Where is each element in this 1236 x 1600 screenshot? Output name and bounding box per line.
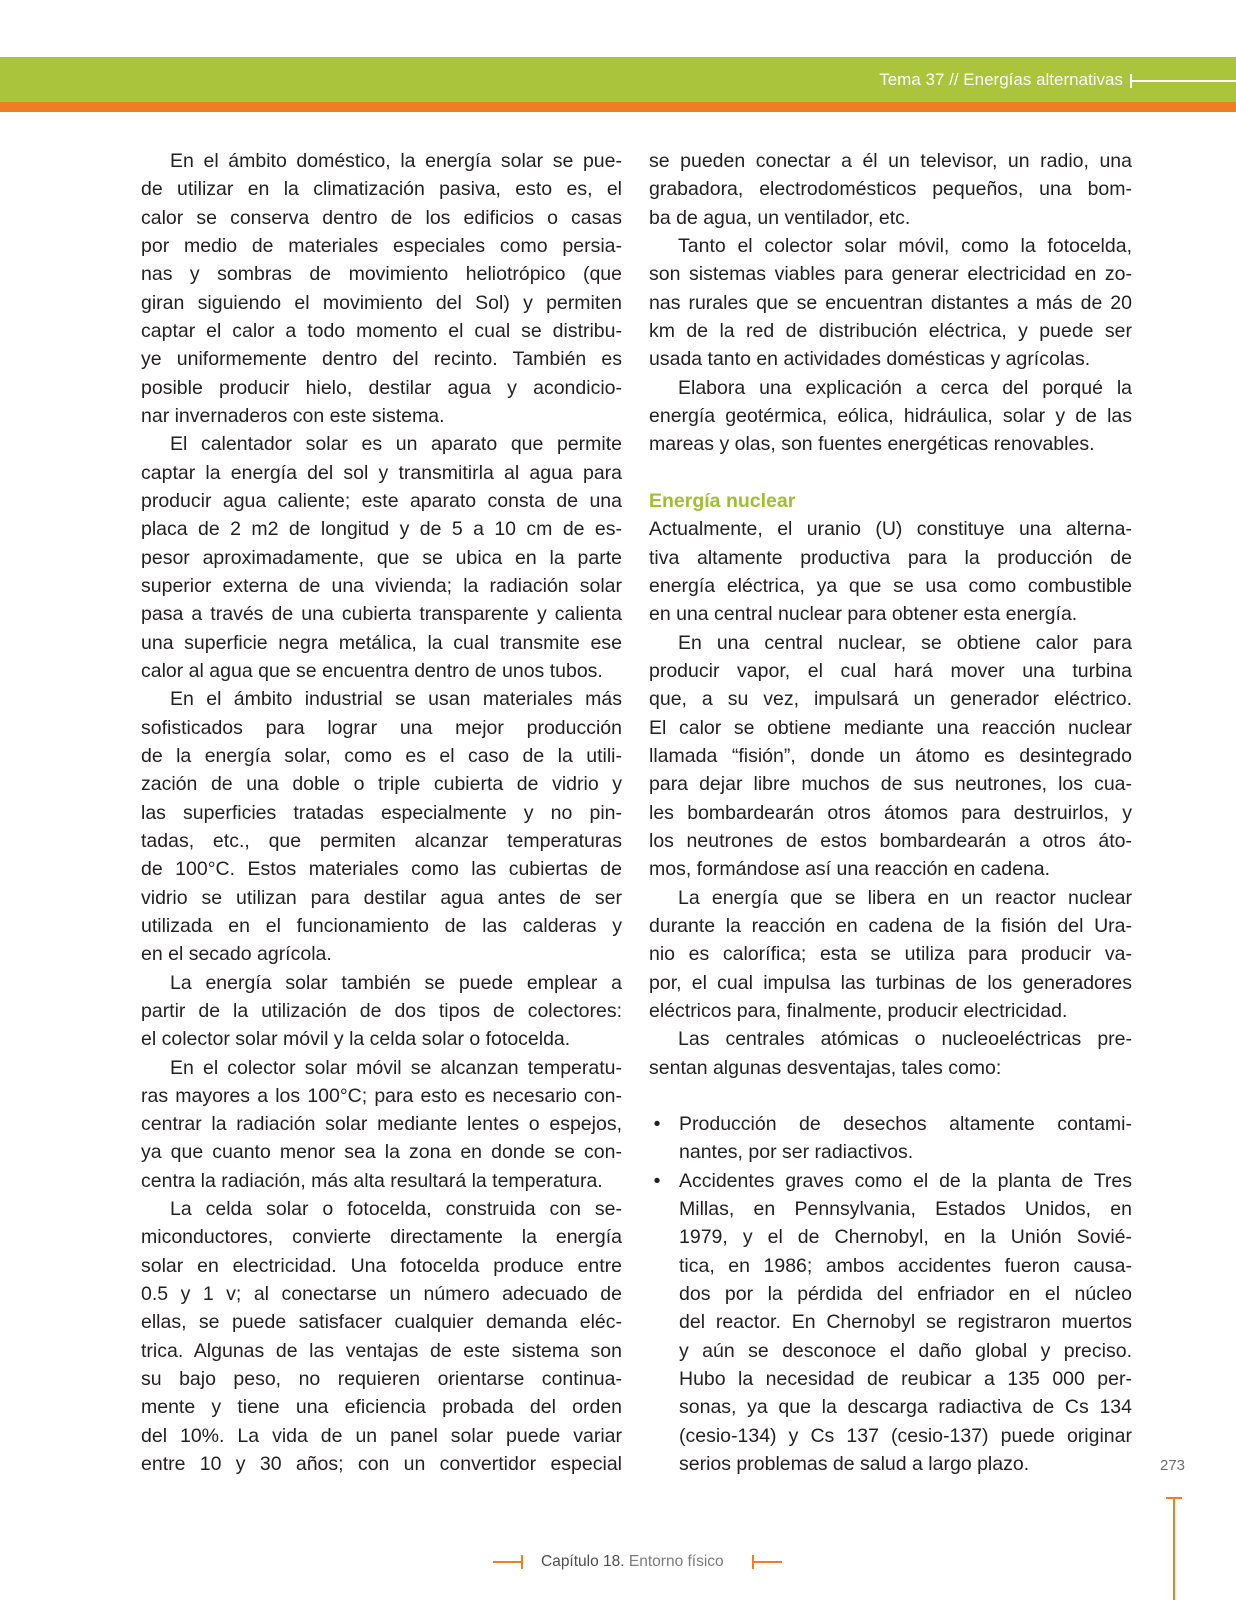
section-heading: Energía nuclear: [649, 489, 796, 512]
text-line: de utilizar en la climatización pasiva, esto es, el: [141, 178, 622, 201]
text-line: que, a su vez, impulsará un generador eléctrico.: [649, 688, 1132, 711]
text-line: La energía que se libera en un reactor nuclear: [678, 886, 1132, 909]
footer-chapter: Capítulo 18.: [541, 1553, 625, 1570]
text-line: El calor se obtiene mediante una reacción nuclear: [649, 716, 1132, 739]
text-line: son sistemas viables para generar electricidad en zo-: [649, 263, 1132, 286]
text-line: su bajo peso, no requieren orientarse continua-: [141, 1368, 622, 1391]
text-line: durante la reacción en cadena de la fisión del Ura-: [649, 914, 1132, 937]
text-line: calor se conserva dentro de los edificios o casas: [141, 206, 622, 229]
text-line: los neutrones de estos bombardearán a otros áto-: [649, 829, 1132, 852]
text-line: Actualmente, el uranio (U) constituye una alterna-: [649, 518, 1132, 541]
left-column: [141, 147, 622, 1478]
footer-rule-left: [493, 1561, 522, 1563]
text-line: se pueden conectar a él un televisor, un radio, una: [649, 150, 1132, 172]
text-line: Millas, en Pennsylvania, Estados Unidos, en: [679, 1198, 1132, 1221]
text-line: En una central nuclear, se obtiene calor para: [678, 631, 1132, 654]
paragraph: [141, 147, 622, 430]
text-line: mos, formándose así una reacción en cadena.: [649, 858, 1051, 881]
text-line: ya que cuanto menor sea la zona en donde se con-: [141, 1141, 622, 1164]
text-line: usada tanto en actividades domésticas y agrícolas.: [649, 348, 1091, 371]
text-line: nantes, por ser radiactivos.: [679, 1141, 914, 1164]
right-column: [649, 147, 1132, 1478]
text-line: Las centrales atómicas o nucleoeléctricas pre-: [678, 1028, 1132, 1051]
text-line: utilizada en el funcionamiento de las calderas y: [141, 914, 622, 937]
paragraph: [649, 515, 1132, 628]
text-line: solar en electricidad. Una fotocelda produce entre: [141, 1254, 622, 1277]
text-line: energía eléctrica, ya que se usa como combustible: [649, 574, 1132, 597]
text-line: sonas, ya que la descarga radiactiva de Cs 134: [679, 1396, 1132, 1419]
text-line: En el ámbito industrial se usan materiales más: [170, 688, 622, 711]
text-line: en el secado agrícola.: [141, 943, 332, 966]
text-line: Hubo la necesidad de reubicar a 135 000 per-: [679, 1368, 1132, 1391]
text-line: superior externa de una vivienda; la radiación solar: [141, 574, 622, 597]
text-line: en una central nuclear para obtener esta energía.: [649, 603, 1078, 626]
text-line: captar la energía del sol y transmitirla al agua para: [141, 461, 622, 484]
text-line: 1979, y el de Chernobyl, en la Unión Sovié-: [679, 1226, 1132, 1249]
text-line: serios problemas de salud a largo plazo.: [679, 1453, 1030, 1476]
paragraph: [649, 629, 1132, 884]
text-line: placa de 2 m2 de longitud y de 5 a 10 cm de es-: [141, 518, 622, 541]
text-line: dos por la pérdida del enfriador en el núcleo: [679, 1283, 1132, 1306]
text-line: centrar la radiación solar mediante lentes o espejos,: [141, 1113, 622, 1136]
paragraph: [141, 1054, 622, 1196]
bullet-list: [649, 1110, 1132, 1478]
paragraph: [141, 430, 622, 685]
text-line: energía geotérmica, eólica, hidráulica, solar y de las: [649, 404, 1132, 427]
bullet-item: [649, 1110, 1132, 1167]
footer-rule-right: [752, 1561, 782, 1563]
text-line: captar el calor a todo momento el cual se distribu-: [141, 319, 622, 342]
text-line: ye uniformemente dentro del recinto. También es: [141, 348, 622, 371]
text-line: zación de una doble o triple cubierta de vidrio y: [141, 773, 622, 796]
text-line: producir vapor, el cual hará mover una turbina: [649, 659, 1132, 682]
text-line: En el colector solar móvil se alcanzan temperatu-: [170, 1056, 622, 1079]
header-rule: [1130, 80, 1236, 82]
text-line: para dejar libre muchos de sus neutrones, los cua-: [649, 773, 1132, 796]
text-line: Tanto el colector solar móvil, como la fotocelda,: [678, 234, 1132, 257]
bullet-marker: •: [653, 1113, 661, 1136]
text-line: El calentador solar es un aparato que permite: [170, 433, 622, 456]
text-line: del 10%. La vida de un panel solar puede variar: [141, 1424, 622, 1447]
text-line: partir de la utilización de dos tipos de colectores:: [141, 999, 622, 1022]
paragraph: [141, 1195, 622, 1478]
page-number: 273: [1160, 1457, 1186, 1474]
text-line: La energía solar también se puede emplear a: [170, 971, 622, 994]
text-line: mente y tiene una eficiencia probada del orden: [141, 1396, 622, 1419]
text-line: Accidentes graves como el de la planta de Tres: [679, 1169, 1132, 1192]
text-line: por, el cual impulsa las turbinas de los generadores: [649, 971, 1132, 994]
paragraph: [649, 147, 1132, 232]
text-line: nio es calorífica; esta se utiliza para producir va-: [649, 943, 1132, 966]
text-line: nas y sombras de movimiento heliotrópico (que: [141, 263, 622, 286]
paragraph: [141, 969, 622, 1054]
paragraph: [649, 374, 1132, 459]
bullet-marker: •: [653, 1169, 661, 1192]
margin-rule: [1173, 1498, 1175, 1600]
text-line: tiva altamente productiva para la producción de: [649, 546, 1132, 569]
text-line: de la energía solar, como es el caso de la utili-: [141, 744, 622, 767]
running-footer: [541, 1551, 724, 1573]
paragraph: [649, 1025, 1132, 1082]
text-line: giran siguiendo el movimiento del Sol) y permiten: [141, 291, 622, 314]
text-line: calor al agua que se encuentra dentro de unos tubos.: [141, 659, 603, 682]
text-line: posible producir hielo, destilar agua y acondicio-: [141, 376, 622, 399]
text-line: Elabora una explicación a cerca del porqué la: [678, 376, 1132, 399]
text-line: ellas, se puede satisfacer cualquier demanda eléc-: [141, 1311, 622, 1334]
text-line: sofisticados para lograr una mejor producción: [141, 716, 622, 739]
text-line: (cesio-134) y Cs 137 (cesio-137) puede originar: [679, 1424, 1132, 1447]
footer-title: Entorno físico: [628, 1553, 724, 1570]
bullet-item: [649, 1167, 1132, 1479]
text-line: Producción de desechos altamente contami-: [679, 1113, 1132, 1136]
text-line: En el ámbito doméstico, la energía solar se pue-: [170, 150, 622, 172]
text-line: les bombardearán otros átomos para destruirlos, y: [649, 801, 1132, 824]
paragraph: [649, 232, 1132, 374]
text-line: llamada “fisión”, donde un átomo es desintegrado: [649, 744, 1132, 767]
text-line: y aún se desconoce el daño global y preciso.: [679, 1339, 1132, 1362]
text-line: La celda solar o fotocelda, construida con se-: [170, 1198, 622, 1221]
running-header-title: Tema 37 // Energías alternativas: [879, 70, 1123, 89]
text-line: pesor aproximadamente, que se ubica en la parte: [141, 546, 622, 569]
text-line: miconductores, convierte directamente la energía: [141, 1226, 622, 1249]
header-accent-stripe: [0, 102, 1236, 112]
text-line: entre 10 y 30 años; con un convertidor especial: [141, 1453, 622, 1476]
text-line: pasa a través de una cubierta transparente y calienta: [141, 603, 622, 626]
text-line: el colector solar móvil y la celda solar o fotocelda.: [141, 1028, 571, 1051]
text-line: producir agua caliente; este aparato consta de una: [141, 489, 622, 512]
text-line: km de la red de distribución eléctrica, y puede ser: [649, 319, 1132, 342]
paragraph: [649, 884, 1132, 1026]
text-line: grabadora, electrodomésticos pequeños, una bom-: [649, 178, 1132, 201]
text-line: sentan algunas desventajas, tales como:: [649, 1056, 1002, 1079]
footer-rule-left-tick: [521, 1555, 523, 1569]
text-line: eléctricos para, finalmente, producir electricidad.: [649, 999, 1068, 1022]
text-line: 0.5 y 1 v; al conectarse un número adecuado de: [141, 1283, 622, 1306]
text-line: una superficie negra metálica, la cual transmite ese: [141, 631, 622, 654]
text-line: de 100°C. Estos materiales como las cubiertas de: [141, 858, 622, 881]
text-line: tadas, etc., que permiten alcanzar temperaturas: [141, 829, 622, 852]
text-line: trica. Algunas de las ventajas de este sistema son: [141, 1339, 622, 1362]
text-line: por medio de materiales especiales como persia-: [141, 234, 622, 257]
text-line: tica, en 1986; ambos accidentes fueron causa-: [679, 1254, 1132, 1277]
text-line: centra la radiación, más alta resultará la temperatura.: [141, 1169, 603, 1192]
paragraph: [141, 685, 622, 968]
text-line: ras mayores a los 100°C; para esto es necesario con-: [141, 1084, 622, 1107]
text-line: ba de agua, un ventilador, etc.: [649, 206, 911, 229]
text-line: nar invernaderos con este sistema.: [141, 404, 445, 427]
text-line: las superficies tratadas especialmente y no pin-: [141, 801, 622, 824]
text-line: mareas y olas, son fuentes energéticas renovables.: [649, 433, 1095, 456]
text-line: nas rurales que se encuentran distantes a más de 20: [649, 291, 1132, 314]
text-line: del reactor. En Chernobyl se registraron muertos: [679, 1311, 1132, 1334]
text-line: vidrio se utilizan para destilar agua antes de ser: [141, 886, 622, 909]
